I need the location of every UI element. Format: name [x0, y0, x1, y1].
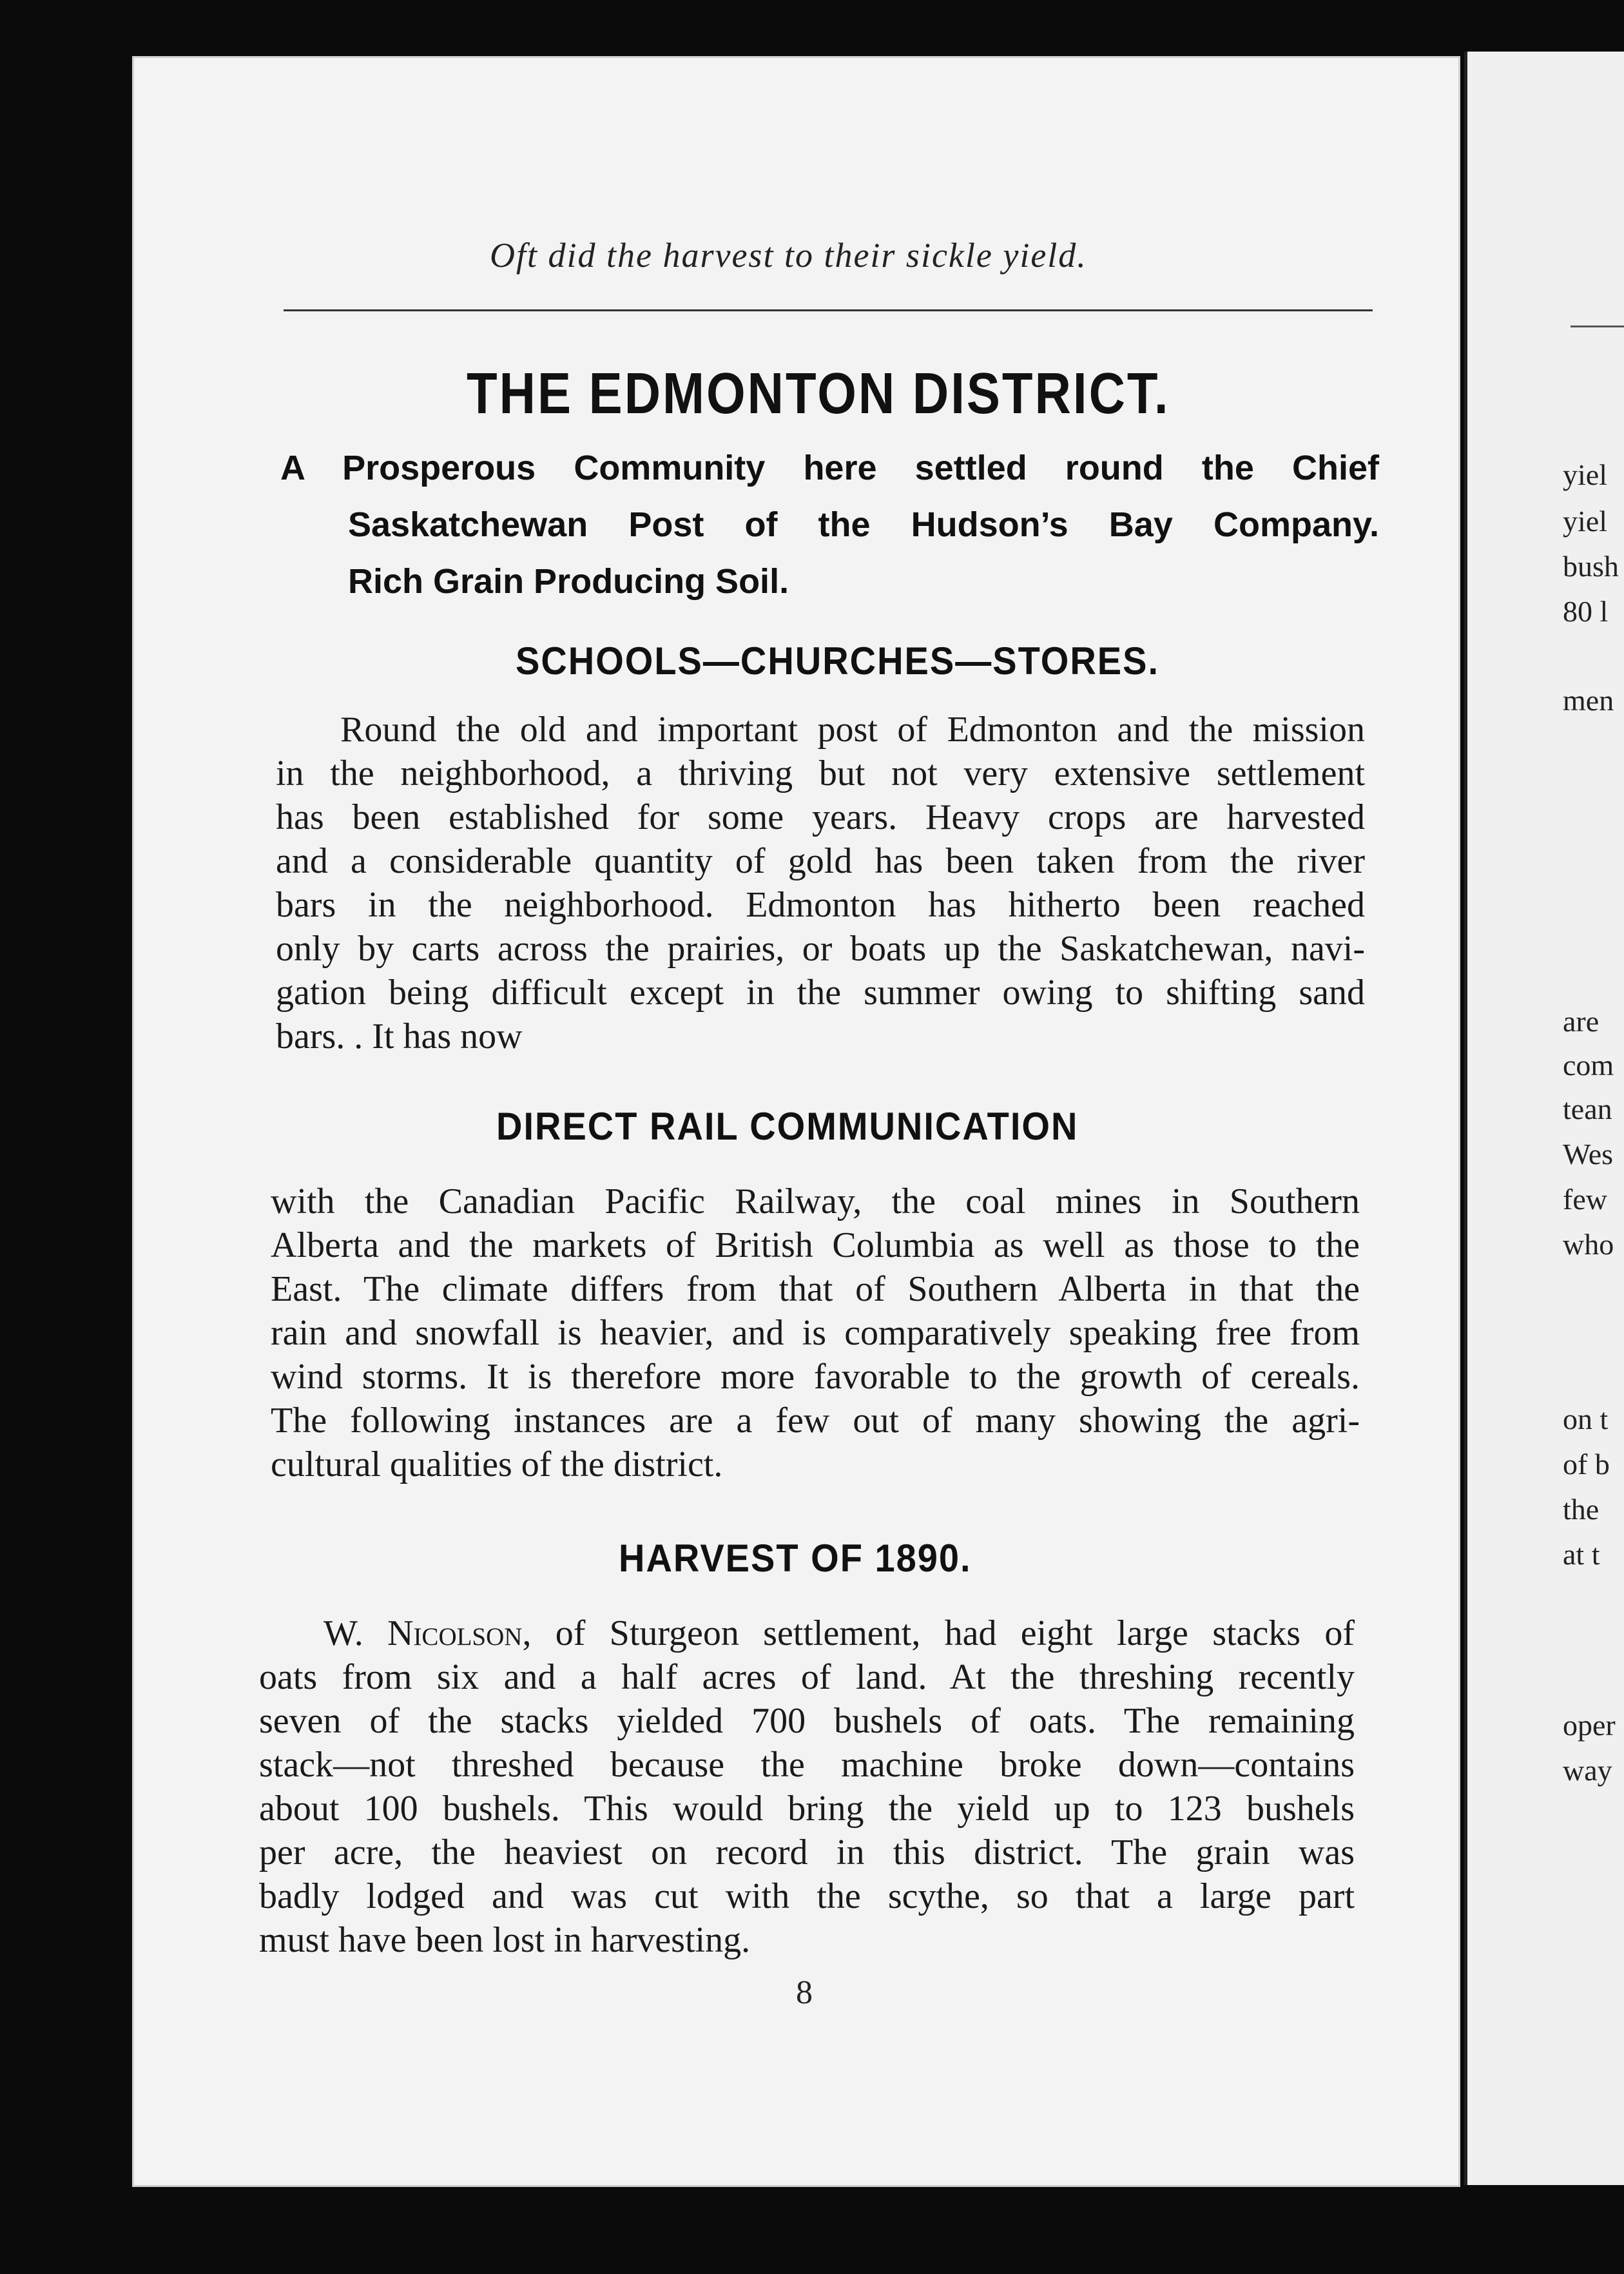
section-heading-schools: SCHOOLS—CHURCHES—STORES.: [516, 639, 1160, 683]
subtitle: [280, 440, 1379, 610]
section-heading-rail: DIRECT RAIL COMMUNICATION: [496, 1104, 1079, 1149]
text-line: gation being difficult except in the summer owing to shifting sand: [276, 973, 1365, 1013]
text-line: [259, 1611, 1355, 1655]
text-fragment: , of Sturgeon settlement, had eight large stacks of: [522, 1613, 1355, 1653]
text-line: with the Canadian Pacific Railway, the coal mines in Southern: [271, 1181, 1360, 1221]
facing-fragment: at t: [1563, 1538, 1600, 1571]
text-line: bars. . It has now: [276, 1016, 523, 1056]
facing-fragment: men: [1563, 684, 1614, 717]
facing-fragment: way: [1563, 1754, 1612, 1787]
paragraph-schools: [276, 708, 1365, 1058]
text-line: only by carts across the prairies, or boats up the Saskatchewan, navi-: [276, 929, 1365, 969]
section-heading-harvest: HARVEST OF 1890.: [619, 1536, 972, 1580]
text-line: has been established for some years. Heavy crops are harvested: [276, 797, 1365, 837]
page-number: 8: [796, 1974, 813, 2011]
facing-fragment: of b: [1563, 1448, 1610, 1481]
text-line: bars in the neighborhood. Edmonton has hitherto been reached: [276, 885, 1365, 925]
text-line: about 100 bushels. This would bring the yield up to 123 bushels: [259, 1789, 1355, 1829]
person-name: W. Nicolson: [324, 1613, 523, 1653]
subtitle-line: Rich Grain Producing Soil.: [348, 562, 789, 601]
facing-fragment: tean: [1563, 1093, 1612, 1125]
page-title: THE EDMONTON DISTRICT.: [467, 360, 1170, 426]
facing-fragment: 80 l: [1563, 595, 1609, 628]
facing-fragment: are: [1563, 1005, 1600, 1038]
subtitle-line: Saskatchewan Post of the Hudson’s Bay Company.: [348, 505, 1379, 544]
facing-fragment: oper: [1563, 1709, 1616, 1742]
text-line: badly lodged and was cut with the scythe, so that a large part: [259, 1876, 1355, 1916]
text-line: cultural qualities of the district.: [271, 1444, 723, 1484]
text-line: in the neighborhood, a thriving but not very extensive settlement: [276, 753, 1365, 793]
text-line: Alberta and the markets of British Columbia as well as those to the: [271, 1225, 1360, 1265]
facing-fragment: yiel: [1563, 505, 1607, 538]
text-line: East. The climate differs from that of Southern Alberta in that the: [271, 1269, 1360, 1309]
facing-fragment: Wes: [1563, 1138, 1614, 1171]
text-line: The following instances are a few out of many showing the agri-: [271, 1401, 1360, 1441]
facing-fragment: com: [1563, 1049, 1614, 1082]
text-line: stack—not threshed because the machine broke down—contains: [259, 1745, 1355, 1785]
text-line: and a considerable quantity of gold has been taken from the river: [276, 841, 1365, 881]
text-line: rain and snowfall is heavier, and is comparatively speaking free from: [271, 1313, 1360, 1353]
facing-fragment: on t: [1563, 1403, 1609, 1435]
text-line: must have been lost in harvesting.: [259, 1920, 751, 1960]
paragraph-harvest: [259, 1611, 1355, 1962]
text-line: Round the old and important post of Edmonton and the mission: [340, 710, 1365, 750]
facing-page: [1464, 52, 1624, 2185]
text-line: per acre, the heaviest on record in this district. The grain was: [259, 1832, 1355, 1872]
paragraph-rail: [271, 1180, 1360, 1486]
facing-fragment: yiel: [1563, 458, 1607, 491]
facing-fragment: few: [1563, 1183, 1607, 1216]
text-line: seven of the stacks yielded 700 bushels of oats. The remaining: [259, 1701, 1355, 1741]
facing-fragment: who: [1563, 1228, 1614, 1261]
facing-page-rule: [1571, 326, 1624, 327]
epigraph: Oft did the harvest to their sickle yield.: [490, 236, 1087, 275]
facing-fragment: bush: [1563, 550, 1619, 583]
text-line: wind storms. It is therefore more favorable to the growth of cereals.: [271, 1357, 1360, 1397]
text-line: oats from six and a half acres of land. At the threshing recently: [259, 1657, 1355, 1697]
facing-fragment: the: [1563, 1493, 1600, 1526]
subtitle-line: A Prosperous Community here settled round the Chief: [280, 449, 1379, 487]
header-rule: [284, 309, 1373, 311]
